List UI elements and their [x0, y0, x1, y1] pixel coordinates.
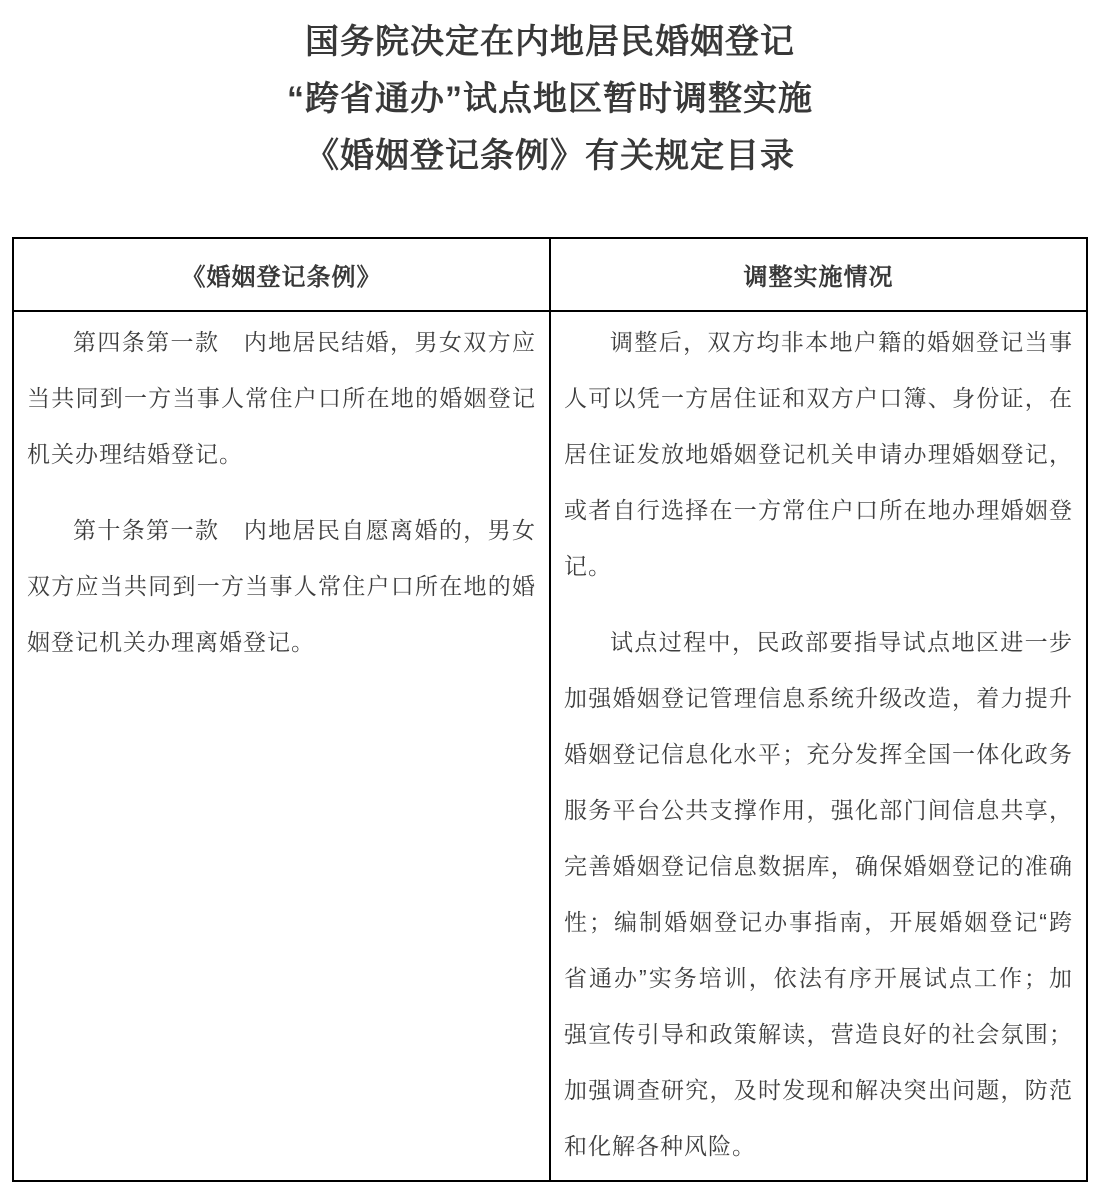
doc-title-line-3: 《婚姻登记条例》有关规定目录 [305, 137, 795, 175]
doc-title [0, 0, 1100, 185]
ordinance-cell [13, 311, 550, 1181]
table-header-ordinance: 《婚姻登记条例》 [13, 238, 550, 311]
doc-title-line-1: 国务院决定在内地居民婚姻登记 [305, 23, 795, 61]
paragraph-adjustment-1: 调整后，双方均非本地户籍的婚姻登记当事人可以凭一方居住证和双方户口簿、身份证，在居住证发放地婚姻登记机关申请办理婚姻登记，或者自行选择在一方常住户口所在地办理婚姻登记。 [564, 329, 1073, 579]
adjustment-cell [550, 311, 1087, 1181]
table-header-row [13, 238, 1087, 311]
regulations-table [12, 237, 1088, 1182]
table-body-row [13, 311, 1087, 1181]
doc-title-line-2: “跨省通办”试点地区暂时调整实施 [287, 80, 813, 118]
paragraph-adjustment-2: 试点过程中，民政部要指导试点地区进一步加强婚姻登记管理信息系统升级改造，着力提升婚姻登记信息化水平；充分发挥全国一体化政务服务平台公共支撑作用，强化部门间信息共享，完善婚姻登记信息数据库，确保婚姻登记的准确性；编制婚姻登记办事指南，开展婚姻登记“跨省通办”实务培训，依法有序开展试点工作；加强宣传引导和政策解读，营造良好的社会氛围；加强调查研究，及时发现和解决突出问题，防范和化解各种风险。 [564, 629, 1073, 1159]
paragraph-article-4: 第四条第一款 内地居民结婚，男女双方应当共同到一方当事人常住户口所在地的婚姻登记机关办理结婚登记。 [27, 329, 536, 467]
table-header-adjustment: 调整实施情况 [550, 238, 1087, 311]
paragraph-article-10: 第十条第一款 内地居民自愿离婚的，男女双方应当共同到一方当事人常住户口所在地的婚姻登记机关办理离婚登记。 [27, 517, 536, 655]
